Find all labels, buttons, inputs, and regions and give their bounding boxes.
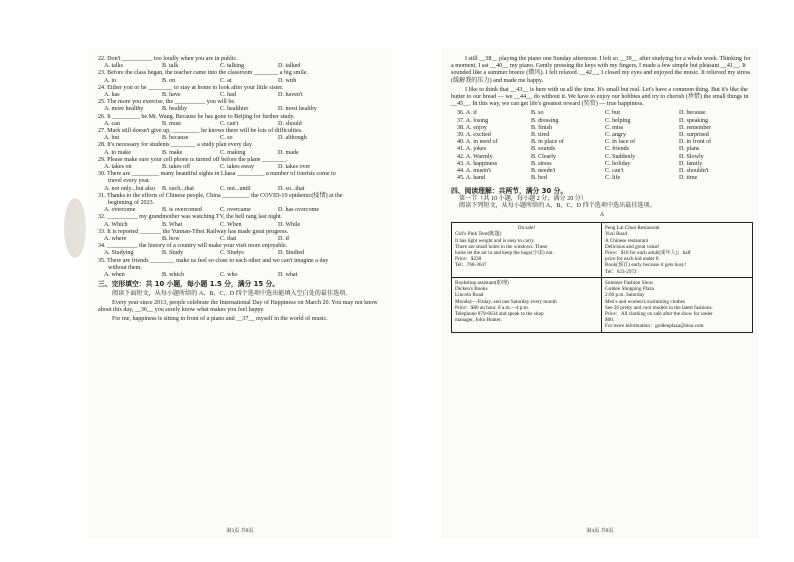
cloze-option-row: [451, 118, 753, 125]
section-3-title: 三、完形填空：共 10 小题，每小题 1.5 分，满分 15 分。: [98, 280, 280, 289]
question-options: [98, 121, 386, 128]
question-stem-continued: without them.: [108, 264, 142, 271]
option-choice[interactable]: D. remember: [679, 124, 712, 131]
ad-fashion-show: [602, 278, 752, 332]
question-options: [98, 150, 386, 157]
option-choice[interactable]: D. should: [278, 120, 302, 127]
ad-line: Delicious and great value!: [605, 243, 660, 250]
cloze-passage-para-1: I still __38__ playing the piano one Sunday afternoon. I felt so __39__ after studying for a whole week. Thinking for a moment, I sat __40__ my piano. Gently pressing the keys with my fingers, I made a few simple but pleasant __41__. It sounded like a summer breeze (微风). I felt relaxed. __42__, I closed my eyes and enjoyed the music. It relieved my stress (缓解我的压力) and made me happy.: [451, 56, 751, 84]
option-choice[interactable]: D. time: [679, 175, 698, 182]
option-choice[interactable]: A. overcome: [104, 207, 136, 214]
option-choice[interactable]: D. because: [679, 110, 706, 117]
option-choice[interactable]: D. talked: [278, 63, 301, 70]
ad-line: Tel：623-2972: [605, 268, 637, 275]
option-choice[interactable]: C. can't: [605, 168, 624, 175]
page-footer-left: 第3页 共8页: [226, 528, 254, 534]
question-stem: 27. Mark still doesn't give up, _________ he knows there will be lots of difficulties.: [98, 128, 303, 135]
option-choice[interactable]: A. where: [104, 236, 127, 243]
question-options: [98, 106, 386, 113]
ad-line: Girl's Pink Tent(帐篷): [455, 231, 502, 238]
option-choice[interactable]: B. have: [162, 92, 181, 99]
option-choice[interactable]: B. bed: [531, 175, 547, 182]
option-choice[interactable]: C. at: [220, 77, 232, 84]
ad-line: Peng Lai Chun Restaurant: [605, 225, 660, 232]
ad-line: There are small holes in the windows. These: [455, 243, 548, 250]
ad-line: On sale!: [517, 225, 536, 232]
cloze-intro-para-2: For me, happiness is sitting in front of a piano and __37__ myself in the world of music.: [112, 316, 328, 323]
option-choice[interactable]: B. Clearly: [531, 153, 557, 160]
option-choice[interactable]: A. can: [104, 120, 120, 127]
cloze-passage-para-2: I like to think that __43__ is here with us all the time. It's small but real. Let's have a common thing. But it's like the butter to our bread — we __44__ do without it. We have to enjoy our hobbies and try to cherish (珍惜) the small things in __45__. In this way, we can get life's greatest reward (奖赏) — true happiness.: [451, 86, 749, 108]
ad-line: Price：$230: [455, 256, 482, 263]
question-options: [98, 207, 386, 214]
option-choice[interactable]: B. healthy: [162, 106, 188, 113]
option-choice[interactable]: A. talks: [104, 63, 123, 70]
option-choice[interactable]: D. has overcome: [278, 207, 320, 214]
ad-line: Lincoln Road: [455, 292, 484, 299]
section-4-subtitle: 第一节（共 10 小题，每小题 2 分，满分 20 分）: [459, 195, 587, 202]
option-choice[interactable]: B. dressing: [531, 117, 559, 124]
option-choice[interactable]: D. speaking: [679, 117, 709, 124]
question-stem: 29. Please make sure your cell phone is turned off before the plane ________.: [98, 156, 288, 163]
option-choice[interactable]: B. finish: [531, 124, 552, 131]
option-choice[interactable]: C. When: [220, 221, 242, 228]
option-choice[interactable]: D. although: [278, 135, 307, 142]
ad-line: price for each kid under 8: [605, 256, 659, 263]
option-choice[interactable]: D. surprised: [679, 132, 709, 139]
ad-line: Summer Fashion Show: [605, 279, 654, 286]
ad-line: Dicken's Books: [455, 286, 488, 293]
question-stem: 24. Either you or he ________ to stay at home to look after your little sister.: [98, 84, 284, 91]
option-choice[interactable]: B. so: [531, 110, 544, 117]
ad-tent: [452, 223, 602, 278]
option-choice[interactable]: B. because: [162, 135, 189, 142]
section-4-title: 四、阅读理解：共两节，满分 30 分。: [451, 187, 568, 196]
ad-line: 2:00 p.m. Saturday: [605, 292, 645, 299]
option-choice[interactable]: D. so...that: [278, 185, 305, 192]
question-stem: 34. __________ the history of a country will make your visit more enjoyable.: [98, 243, 288, 250]
left-page: [88, 48, 392, 538]
ad-restaurant: [602, 223, 752, 278]
ad-line: manager, John Hunter.: [455, 317, 502, 324]
option-choice[interactable]: A. to: [104, 77, 117, 84]
paper-stain: [64, 198, 86, 258]
cloze-option-row: [451, 161, 753, 168]
passage-label: A: [599, 212, 605, 219]
option-choice[interactable]: B. how: [162, 236, 180, 243]
option-choice[interactable]: D. Studied: [278, 250, 305, 257]
ad-line: Bookshop assistant(助理): [455, 279, 509, 286]
cloze-option-row: [451, 146, 753, 153]
cloze-options: [451, 110, 753, 182]
question-stem: 22. Don't __________ too loudly when you are in public.: [98, 56, 238, 62]
cloze-option-row: [451, 154, 753, 161]
ad-line: Telephone 879-6634 and speak to the shop: [455, 310, 544, 317]
option-choice[interactable]: D. shouldn't: [679, 168, 709, 175]
option-choice[interactable]: D. Slowly: [679, 153, 704, 160]
ad-line: Book(预订) early because it gets busy!: [605, 262, 687, 269]
option-choice[interactable]: B. talk: [162, 63, 179, 70]
option-choice[interactable]: B. on: [162, 77, 176, 84]
question-stem: 30. There are _________ many beautiful sights in Lhasa _________ a number of tourists come to: [98, 171, 336, 178]
option-choice[interactable]: C. friends: [605, 146, 630, 153]
option-choice[interactable]: C. can't: [220, 120, 239, 127]
option-choice[interactable]: D. what: [278, 272, 298, 279]
option-choice[interactable]: A. Which: [104, 221, 128, 228]
option-choice[interactable]: A. Studying: [104, 250, 134, 257]
option-choice[interactable]: D. While: [278, 221, 301, 228]
ad-line: $60.: [605, 317, 615, 324]
option-choice[interactable]: B. sounds: [531, 146, 556, 153]
ad-line: Price：$80 an hour, 8 a.m.—4 p.m.: [455, 304, 530, 311]
option-choice[interactable]: A. has: [104, 92, 120, 99]
question-options: [98, 78, 386, 85]
right-page: [441, 48, 759, 538]
option-choice[interactable]: B. tired: [531, 132, 550, 139]
ad-line: Men's and women's swimming clothes: [605, 298, 685, 305]
question-stem: 35. There are friends ________ make us feel so close to each other and we can't imagine a day: [98, 257, 329, 264]
option-choice[interactable]: 39. A. excited: [457, 132, 491, 139]
question-options: [98, 186, 386, 193]
cloze-option-row: [451, 139, 753, 146]
option-choice[interactable]: D. in front of: [679, 139, 712, 146]
option-choice[interactable]: C. talking: [220, 63, 245, 70]
ad-line: Price：All clothing on sale after the show for under: [605, 310, 713, 317]
ad-bookshop: [452, 278, 602, 332]
option-choice[interactable]: A. not only...but also: [104, 185, 155, 192]
option-choice[interactable]: C. angry: [605, 132, 626, 139]
option-choice[interactable]: B. make: [162, 149, 183, 156]
question-options: [98, 222, 386, 229]
option-choice[interactable]: C. making: [220, 149, 246, 156]
option-choice[interactable]: B. What: [162, 221, 183, 228]
option-choice[interactable]: D. family: [679, 160, 703, 167]
question-stem: 25. The more you exercise, the __________ you will be.: [98, 99, 236, 106]
ad-line: Monday—Friday, and one Saturday every month: [455, 298, 557, 305]
option-choice[interactable]: 43. A. happiness: [457, 160, 498, 167]
option-choice[interactable]: C. in face of: [605, 139, 636, 146]
option-choice[interactable]: D. plans: [679, 146, 700, 153]
option-choice[interactable]: D. made: [278, 149, 299, 156]
option-choice[interactable]: C. but: [605, 110, 620, 117]
option-choice[interactable]: 44. A. mustn't: [457, 168, 491, 175]
question-stem: 33. It is reported _______ the Yunnan-Tibet Railway has made great progress.: [98, 228, 289, 235]
ad-line: holes let the air in and keep the bugs(小虫) out.: [455, 250, 554, 257]
option-choice[interactable]: 36. A. if: [457, 110, 477, 117]
ads-grid: [451, 222, 753, 332]
option-choice[interactable]: C. helping: [605, 117, 631, 124]
ad-line: A Chinese restaurant: [605, 237, 649, 244]
question-stem-continued: beginning of 2023.: [108, 200, 155, 207]
option-choice[interactable]: C. holiday: [605, 160, 631, 167]
ad-line: Yuxi Road: [605, 231, 628, 238]
question-stem: 28. It's necessary for students ________ a study plan every day.: [98, 142, 254, 149]
question-stem: 23. Before the class began, the teacher came into the classroom ________ a big smile.: [98, 70, 308, 77]
option-choice[interactable]: D. haven't: [278, 92, 303, 99]
option-choice[interactable]: A. but: [104, 135, 120, 142]
option-choice[interactable]: 45. A. hand: [457, 175, 486, 182]
option-choice[interactable]: C. life: [605, 175, 621, 182]
ad-line: See 26 pretty and cool models in the latest fashions.: [605, 304, 713, 311]
option-choice[interactable]: B. takes off: [162, 164, 191, 171]
option-choice[interactable]: A. to make: [104, 149, 131, 156]
ad-line: Tel：768-3647: [455, 262, 487, 269]
question-stem-continued: travel every year.: [108, 178, 151, 185]
option-choice[interactable]: C. had: [220, 92, 236, 99]
option-choice[interactable]: B. which: [162, 272, 185, 279]
option-choice[interactable]: D. takes over: [278, 164, 311, 171]
option-choice[interactable]: A. more healthy: [104, 106, 144, 113]
option-choice[interactable]: D. if: [278, 236, 290, 243]
question-options: [98, 92, 386, 99]
section-3-instruction: 阅读下面短文，从每小题所给的 A、B、C、D 四个选项中选出能填入空白处的最佳选项。: [112, 290, 352, 297]
cloze-option-row: [451, 110, 753, 117]
option-choice[interactable]: C. that: [220, 236, 237, 243]
question-stem: 26. It _________ be Mr. Wang. Because he has gone to Beijing for further study.: [98, 113, 295, 120]
ad-line: Golden Shopping Plaza: [605, 286, 654, 293]
option-choice[interactable]: A. takes on: [104, 164, 132, 171]
option-choice[interactable]: C. miss: [605, 124, 624, 131]
option-choice[interactable]: C. overcame: [220, 207, 251, 214]
option-choice[interactable]: C. Suddenly: [605, 153, 636, 160]
option-choice[interactable]: B. stress: [531, 160, 552, 167]
cloze-intro-para-1: Every year since 2013, people celebrate the International Day of Happiness on March 20. You may not know about this day, __36__ you surely know what makes you feel happy.: [98, 299, 378, 313]
grammar-questions: [98, 56, 386, 323]
option-choice[interactable]: D. most healthy: [278, 106, 317, 113]
cloze-option-row: [451, 125, 753, 132]
cloze-and-reading: [451, 56, 753, 333]
page-footer-right: 第4页 共8页: [586, 528, 614, 534]
option-choice[interactable]: C. takes away: [220, 164, 255, 171]
option-choice[interactable]: B. such...that: [162, 185, 194, 192]
cloze-option-row: [451, 175, 753, 182]
option-choice[interactable]: 41. A. jokes: [457, 146, 487, 153]
option-choice[interactable]: A. when: [104, 272, 125, 279]
option-choice[interactable]: C. Studys: [220, 250, 244, 257]
option-choice[interactable]: 38. A. enjoy: [457, 124, 487, 131]
option-choice[interactable]: C. who: [220, 272, 238, 279]
question-options: [98, 272, 386, 279]
question-stem: 31. Thanks to the efforts of Chinese people, China _________ the COVID-19 epidemic(疫情) at the: [98, 192, 343, 199]
option-choice[interactable]: 40. A. in need of: [457, 139, 498, 146]
option-choice[interactable]: B. Study: [162, 250, 184, 257]
question-options: [98, 250, 386, 257]
section-4-instruction: 阅读下列短文，从每小题所给的 A、B、C、D 四个选项中选出最佳选项。: [459, 202, 656, 209]
option-choice[interactable]: 42. A. Warmly: [457, 153, 493, 160]
option-choice[interactable]: B. must: [162, 120, 181, 127]
ad-line: Price：$18 for each adult(成年人)；half: [605, 250, 691, 257]
option-choice[interactable]: C. healthier: [220, 106, 249, 113]
option-choice[interactable]: B. in place of: [531, 139, 564, 146]
option-choice[interactable]: B. is overcomed: [162, 207, 202, 214]
question-stem: 32. __________ my grandmother was watching TV, the bell rang last night.: [98, 214, 283, 221]
option-choice[interactable]: B. needn't: [531, 168, 556, 175]
option-choice[interactable]: D. with: [278, 77, 297, 84]
ad-line: It has light weight and is easy to carry.: [455, 237, 535, 244]
option-choice[interactable]: C. so: [220, 135, 233, 142]
ad-line: For more information：goldenplaza@sina.com: [605, 323, 704, 330]
option-choice[interactable]: 37. A. losing: [457, 117, 489, 124]
cloze-option-row: [451, 168, 753, 175]
option-choice[interactable]: C. not...until: [220, 185, 251, 192]
